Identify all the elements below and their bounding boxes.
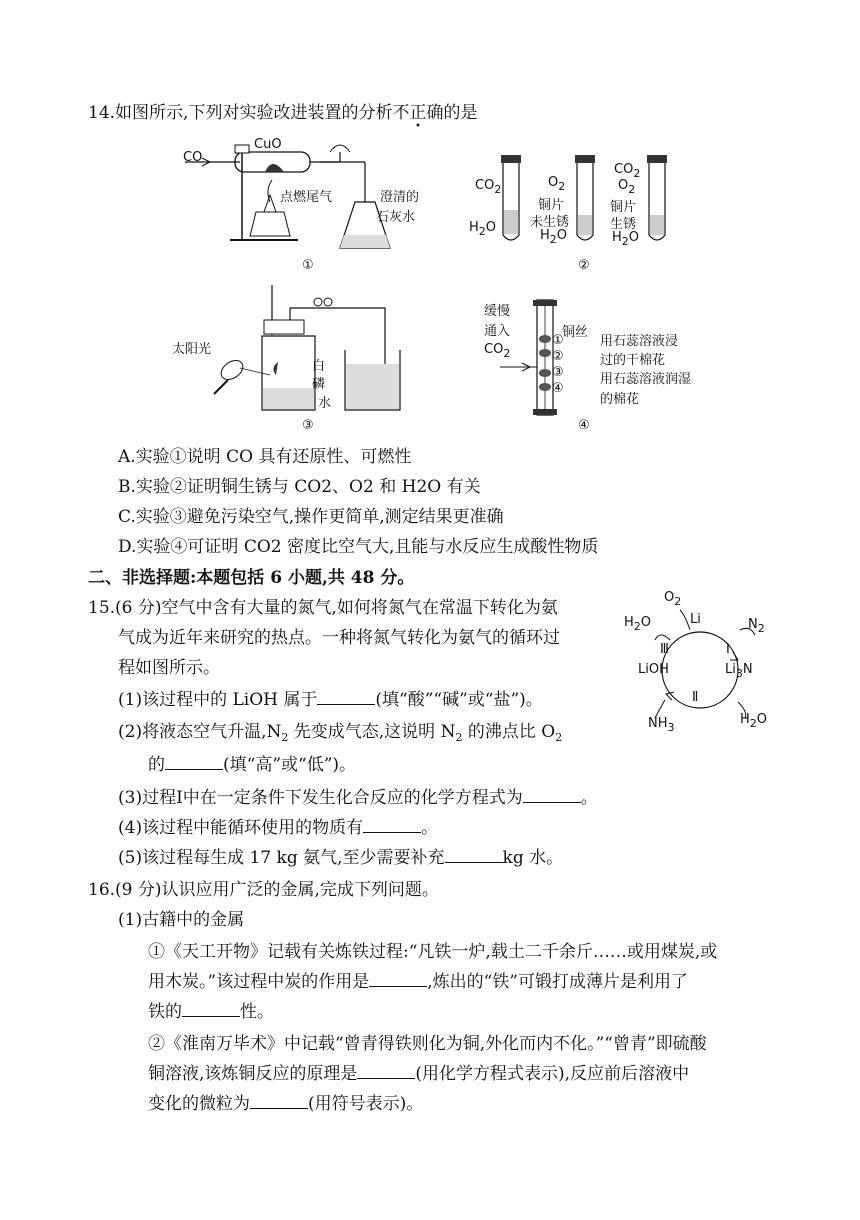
q14-option-b: B.实验②证明铜生锈与 CO2、O2 和 H2O 有关 xyxy=(118,477,481,497)
q15-sub-2: (2)将液态空气升温$,N_2$ 先变成气态,这说明 $N_2$ 的沸点比 $O_2$ xyxy=(118,722,563,744)
q15-sub-1: (1)该过程中的 LiOH 属于 (填“酸”“碱”或“盐”)。 xyxy=(118,690,543,710)
q15-line-3: 程如图所示。 xyxy=(118,658,220,678)
q15-sub-5: (5)该过程每生成 17 kg 氨气,至少需要补充 kg 水。 xyxy=(118,848,564,868)
q14-stem: 14.如图所示,下列对实验改进装置的分析不正确的是 xyxy=(88,103,478,123)
q15-sub-3: (3)过程Ⅰ中在一定条件下发生化合反应的化学方程式为 。 xyxy=(118,788,598,808)
q16-para-2b: 铜溶液,该炼铜反应的原理是 (用化学方程式表示),反应前后溶液中 xyxy=(148,1064,690,1084)
q14-option-a: A.实验①说明 CO 具有还原性、可燃性 xyxy=(118,447,412,467)
q16-para-1b: 用木炭。”该过程中炭的作用是 ,炼出的“铁”可锻打成薄片是利用了 xyxy=(148,972,688,992)
q16-para-1c: 铁的 性。 xyxy=(148,1002,274,1022)
q16-line-1: 16.(9 分)认识应用广泛的金属,完成下列问题。 xyxy=(88,880,439,900)
q15-line-1: 15.(6 分)空气中含有大量的氮气,如何将氮气在常温下转化为氨 xyxy=(88,598,558,618)
q14-option-d: D.实验④可证明 CO2 密度比空气大,且能与水反应生成酸性物质 xyxy=(118,537,599,557)
q16-para-2c: 变化的微粒为 (用符号表示)。 xyxy=(148,1094,424,1114)
q15-line-2: 气成为近年来研究的热点。一种将氮气转化为氨气的循环过 xyxy=(118,628,560,648)
q15-sub-4: (4)该过程中能循环使用的物质有 。 xyxy=(118,818,439,838)
q14-option-c: C.实验③避免污染空气,操作更简单,测定结果更准确 xyxy=(118,507,504,527)
q16-sub-1: (1)古籍中的金属 xyxy=(118,910,245,930)
q15-sub-2-cont: 的 (填“高”或“低”)。 xyxy=(148,755,357,775)
section-heading: 二、非选择题:本题包括 6 小题,共 48 分。 xyxy=(88,568,415,588)
q16-para-1a: ①《天工开物》记载有关炼铁过程:“凡铁一炉,载土二千余斤……或用煤炭,或 xyxy=(148,942,718,962)
q16-para-2a: ②《淮南万毕术》中记载“曾青得铁则化为铜,外化而内不化。”“曾青”即硫酸 xyxy=(148,1034,707,1054)
